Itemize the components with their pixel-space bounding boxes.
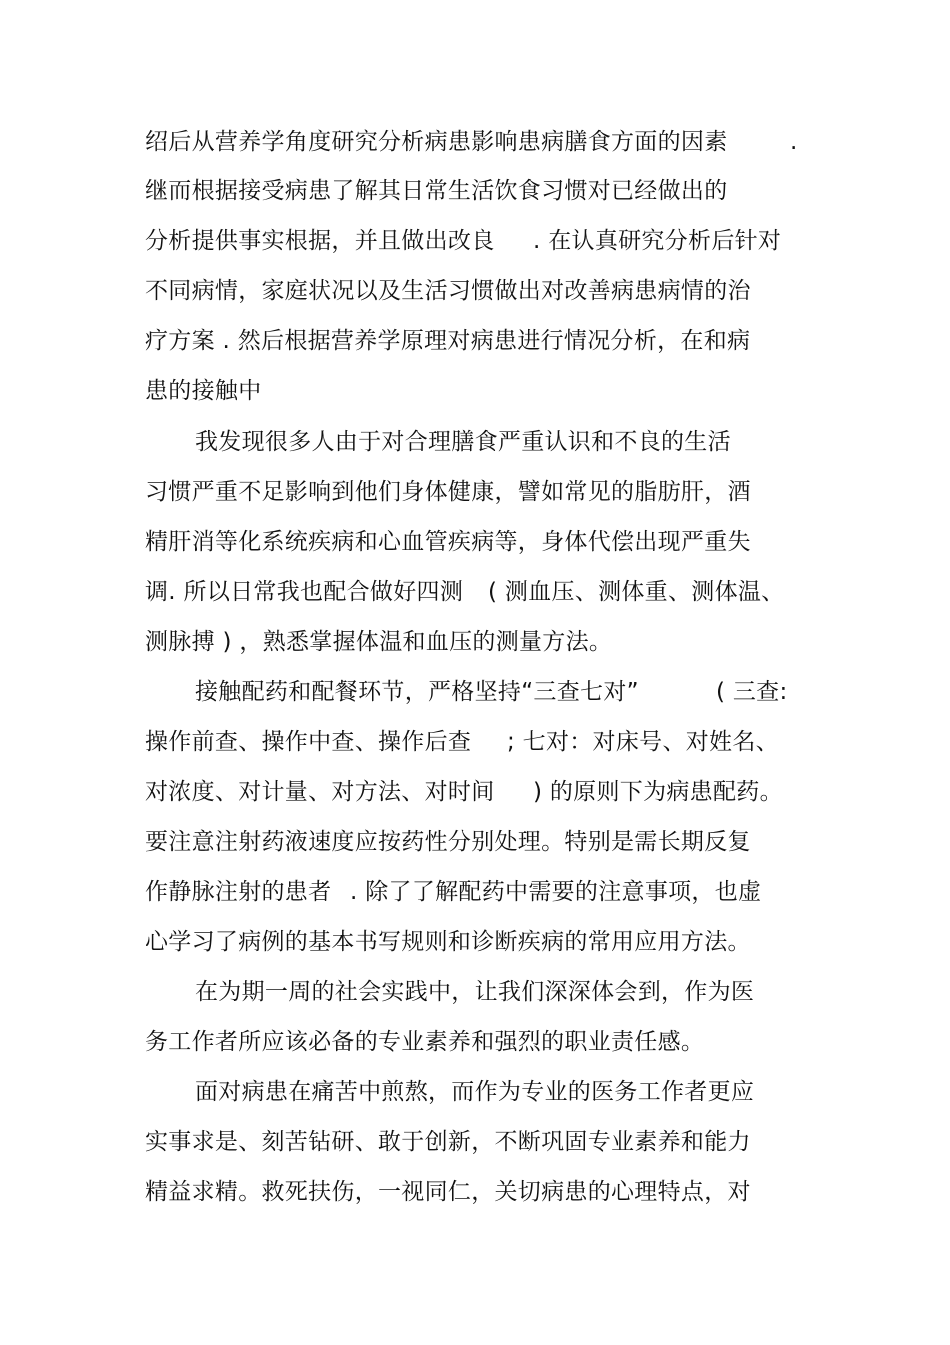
text-line [195,1077,754,1107]
text-line [145,877,331,907]
text-segment: 心学习了病例的基本书写规则和诊断疾病的常用应用方法。 [145,929,751,955]
text-segment: 分析提供事实根据，并且做出改良 [145,228,495,254]
text-segment: 继而根据接受病患了解其日常生活饮食习惯对已经做出的 [145,178,728,204]
text-segment: ; 七对：对床号、对姓名、 [507,729,779,755]
text-line [195,677,639,707]
text-segment: 务工作者所应该必备的专业素养和强烈的职业责任感。 [145,1029,705,1055]
text-line [145,1177,751,1207]
text-segment: 精益求精。救死扶伤，一视同仁，关切病患的心理特点，对 [145,1179,751,1205]
text-segment: 在为期一周的社会实践中，让我们深深体会到，作为医 [195,979,755,1005]
text-line [145,477,751,507]
text-line [145,777,495,807]
text-segment: 我发现很多人由于对合理膳食严重认识和不良的生活 [195,429,731,455]
text-segment: 疗方案 . 然后根据营养学原理对病患进行情况分析，在和病 [145,328,751,354]
text-line [145,577,463,607]
text-line [790,127,798,157]
text-line [195,427,731,457]
text-segment: 精肝消等化系统疾病和心血管疾病等，身体代偿出现严重失 [145,529,751,555]
text-line [145,727,471,757]
text-line [145,376,262,406]
text-line [533,226,781,256]
text-line [145,326,750,356]
text-segment: 接触配药和配餐环节，严格坚持“三查七对” [195,679,639,705]
text-line [533,777,783,807]
text-line [716,677,788,707]
text-segment: 患的接触中 [145,378,262,404]
text-line [145,276,751,306]
text-line [145,827,751,857]
text-segment: . 除了了解配药中需要的注意事项，也虚 [350,879,762,905]
text-segment: ( 测血压、测体重、测体温、 [488,579,785,605]
text-line [145,527,751,557]
text-line [195,977,754,1007]
text-line [145,927,751,957]
text-segment: 要注意注射药液速度应按药性分别处理。特别是需长期反复 [145,829,751,855]
text-segment: ) 的原则下为病患配药。 [533,779,783,805]
text-segment: . [790,129,798,155]
text-segment: 作静脉注射的患者 [145,879,332,905]
text-segment: 习惯严重不足影响到他们身体健康，譬如常见的脂肪肝，酒 [145,479,751,505]
text-segment: 面对病患在痛苦中煎熬，而作为专业的医务工作者更应 [195,1079,755,1105]
text-segment: 绍后从营养学角度研究分析病患影响患病膳食方面的因素 [145,129,728,155]
text-segment: 不同病情，家庭状况以及生活习惯做出对改善病患病情的治 [145,278,751,304]
text-line [145,1127,751,1157]
text-segment: 对浓度、对计量、对方法、对时间 [145,779,495,805]
text-line [488,577,784,607]
text-segment: . 在认真研究分析后针对 [533,228,782,254]
text-segment: 调. 所以日常我也配合做好四测 [145,579,464,605]
text-line [145,127,728,157]
text-line [145,176,728,206]
text-line [507,727,779,757]
text-segment: 操作前查、操作中查、操作后查 [145,729,472,755]
text-segment: ( 三查: [716,679,788,705]
text-line [145,226,495,256]
text-line [145,1027,704,1057]
text-segment: 实事求是、刻苦钻研、敢于创新，不断巩固专业素养和能力 [145,1129,751,1155]
text-segment: 测脉搏 ) ，熟悉掌握体温和血压的测量方法。 [145,629,613,655]
text-line [350,877,761,907]
text-line [145,627,612,657]
